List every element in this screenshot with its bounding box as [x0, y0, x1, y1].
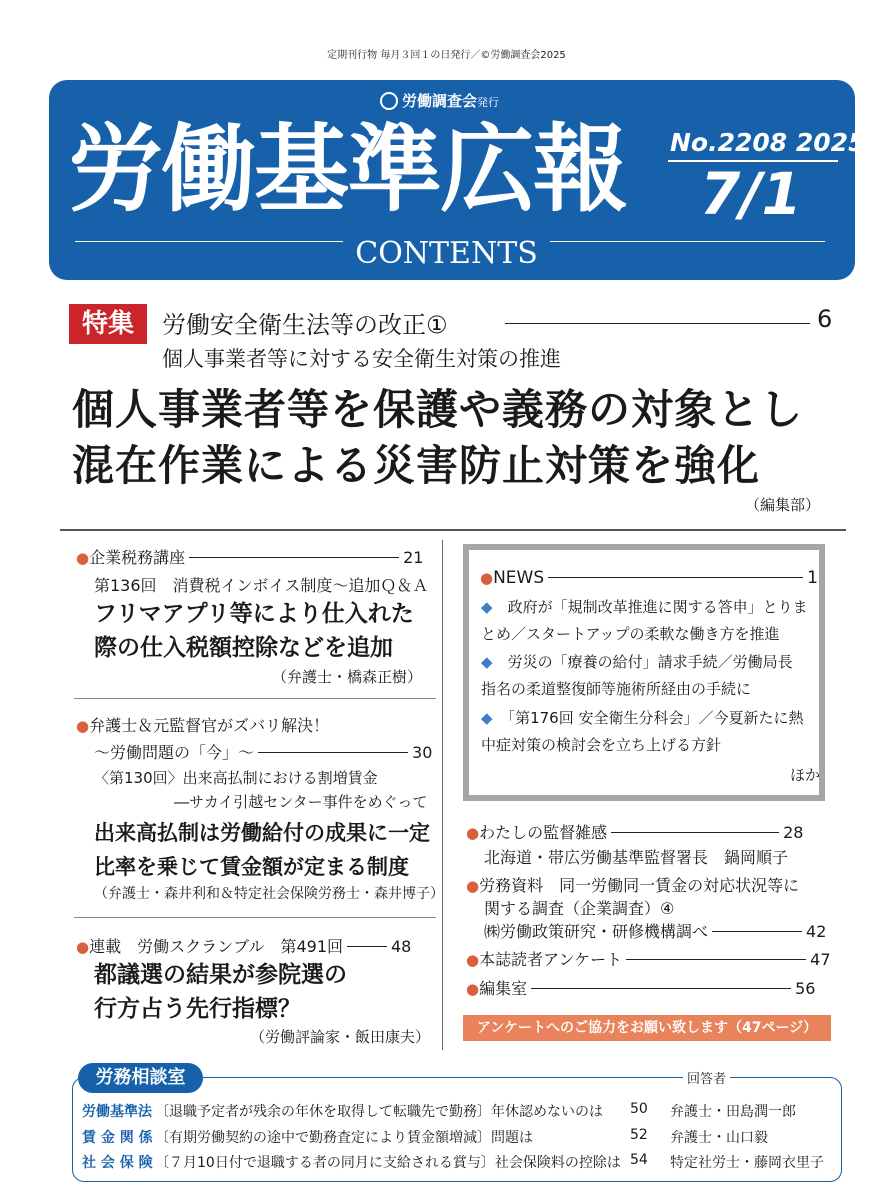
section-sub: 北海道・帯広労働基準監督署長 鍋岡順子: [484, 848, 789, 867]
news-text: 労災の「療養の給付」請求手続／労働局長: [507, 653, 793, 671]
publisher-logo-icon: [380, 92, 398, 110]
section-label: ～労働問題の「今」～: [94, 743, 255, 762]
section-label: ㈱労働政策研究・研修機構調べ: [484, 922, 709, 941]
leader-line: [531, 988, 791, 989]
leader-line: [189, 557, 399, 558]
page-number: 50: [630, 1101, 648, 1117]
consult-category: 労働基準法: [82, 1104, 152, 1120]
headline-line: 際の仕入税額控除などを追加: [94, 635, 393, 661]
consult-category: 社 会 保 険: [82, 1155, 153, 1171]
news-item[interactable]: [481, 594, 808, 648]
divider: [60, 529, 846, 531]
section-scramble[interactable]: [76, 934, 411, 957]
headline-line: フリマアプリ等により仕入れた: [94, 601, 414, 627]
page-number: 56: [795, 979, 816, 998]
article-credit: （労働評論家・飯田康夫）: [250, 1028, 431, 1046]
feature-badge: 特集: [69, 304, 147, 344]
diamond-icon: ◆: [481, 653, 493, 671]
section-label: 本誌読者アンケート: [479, 950, 623, 969]
news-item[interactable]: [481, 705, 803, 759]
consult-question: 〔７月10日付で退職する者の同月に支給される賞与〕社会保険料の控除は: [155, 1155, 621, 1171]
consultation-tag: 労務相談室: [78, 1063, 203, 1093]
consult-question: 〔退職予定者が残余の年休を取得して転職先で勤務〕年休認めないのは: [155, 1104, 603, 1120]
feature-headline[interactable]: [72, 382, 803, 494]
consult-row[interactable]: [82, 1127, 832, 1147]
article-headline[interactable]: [94, 597, 414, 665]
section-label: わたしの監督雑感: [479, 823, 608, 842]
news-more: ほか: [790, 766, 821, 784]
section-label: 編集室: [479, 979, 528, 998]
section-label: 弁護士＆元監督官がズバリ解決！: [89, 716, 330, 735]
magazine-title: 労働基準広報: [68, 115, 627, 225]
bullet-icon: ●: [76, 717, 90, 735]
section-lawyer[interactable]: [76, 713, 329, 736]
publisher-name: 労働調査会: [402, 92, 478, 110]
issue-date: 7/1: [700, 160, 802, 228]
diamond-icon: ◆: [481, 709, 493, 727]
bullet-icon: ●: [466, 980, 480, 998]
contents-label: CONTENTS: [0, 236, 893, 271]
bullet-icon: ●: [466, 824, 480, 842]
news-label: NEWS: [493, 568, 545, 588]
leader-line: [258, 752, 408, 753]
section-column[interactable]: [466, 820, 803, 843]
article-sub: ―サカイ引越センター事件をめぐって: [174, 793, 428, 811]
column-divider: [442, 540, 443, 1050]
page-number: 47: [810, 950, 831, 969]
news-text: 「第176回 安全衛生分科会」／今夏新たに熱: [507, 709, 804, 727]
feature-credit: （編集部）: [745, 496, 821, 514]
survey-banner[interactable]: アンケートへのご協力をお願い致します（47ページ）: [463, 1015, 831, 1041]
diamond-icon: ◆: [481, 598, 493, 616]
section-lawyer-line2: [94, 740, 432, 763]
respondent-label: 回答者: [683, 1068, 730, 1087]
page-number: 21: [403, 548, 424, 567]
consult-row[interactable]: [82, 1152, 832, 1172]
news-text: とめ／スタートアップの柔軟な働き方を推進: [481, 625, 780, 643]
bullet-icon: ●: [466, 951, 480, 969]
section-label: 連載 労働スクランブル 第491回: [89, 937, 343, 956]
consult-category: 賃 金 関 係: [82, 1130, 153, 1146]
leader-line: [712, 931, 802, 932]
news-text: 政府が「規制改革推進に関する答申」とりま: [507, 598, 808, 616]
consult-answerer: 特定社労士・藤岡衣里子: [670, 1155, 824, 1171]
section-editorial[interactable]: [466, 976, 815, 999]
page-number: 48: [391, 937, 412, 956]
headline-line: 比率を乗じて賃金額が定まる制度: [94, 855, 409, 879]
page-number: 30: [412, 743, 433, 762]
feature-title[interactable]: 労働安全衛生法等の改正①: [162, 311, 448, 339]
section-survey[interactable]: [466, 947, 831, 970]
bullet-icon: ●: [76, 549, 90, 567]
page-number: 1: [807, 568, 818, 588]
section-label: 企業税務講座: [89, 548, 186, 567]
article-sub: 〈第130回〉出来高払制における割増賃金: [94, 769, 378, 787]
article-headline[interactable]: [94, 816, 430, 884]
news-header[interactable]: [480, 568, 818, 588]
headline-line-1: 個人事業者等を保護や義務の対象とし: [72, 385, 804, 434]
consult-question: 〔有期労働契約の途中で勤務査定により賃金額増減〕問題は: [155, 1130, 533, 1146]
issue-number: No.2208 2025: [670, 128, 866, 157]
section-label: 労務資料 同一労働同一賃金の対応状況等に: [479, 876, 800, 895]
page-number: 52: [630, 1127, 648, 1143]
leader-line: [611, 832, 779, 833]
bullet-icon: ●: [480, 569, 494, 587]
section-material-line2: 関する調査（企業調査）④: [484, 899, 675, 918]
article-sub: 第136回 消費税インボイス制度～追加Ｑ＆Ａ: [94, 576, 429, 595]
publisher: [380, 90, 499, 111]
publication-info: 定期刊行物 毎月３回１の日発行／©労働調査会2025: [327, 50, 566, 61]
headline-line: 都議選の結果が参院選の: [94, 962, 347, 988]
consult-row[interactable]: [82, 1101, 832, 1121]
leader-line: [548, 577, 803, 578]
separator: [74, 917, 436, 918]
separator: [74, 698, 436, 699]
page-number: 28: [783, 823, 804, 842]
news-text: 中症対策の検討会を立ち上げる方針: [481, 736, 722, 754]
article-credit: （弁護士・橋森正樹）: [272, 668, 423, 686]
article-credit: （弁護士・森井利和＆特定社会保険労務士・森井博子）: [94, 886, 444, 902]
page-number: 42: [806, 922, 827, 941]
bullet-icon: ●: [76, 938, 90, 956]
publisher-suffix: 発行: [477, 96, 500, 109]
news-item[interactable]: [481, 649, 793, 703]
leader-line: [347, 946, 387, 947]
leader-line: [626, 959, 806, 960]
headline-line: 出来高払制は労働給付の成果に一定: [94, 821, 430, 845]
feature-page: 6: [817, 305, 833, 333]
article-headline[interactable]: [94, 958, 347, 1026]
news-text: 指名の柔道整復師等施術所経由の手続に: [481, 680, 752, 698]
headline-line-2: 混在作業による災害防止対策を強化: [72, 441, 761, 490]
section-material[interactable]: [466, 873, 799, 896]
consult-answerer: 弁護士・山口毅: [670, 1130, 768, 1146]
page-number: 54: [630, 1152, 648, 1168]
headline-line: 行方占う先行指標？: [94, 996, 301, 1022]
section-tax[interactable]: [76, 545, 423, 568]
section-material-line3: [484, 919, 826, 942]
feature-subtitle: 個人事業者等に対する安全衛生対策の推進: [162, 347, 561, 371]
consult-answerer: 弁護士・田島潤一郎: [670, 1104, 796, 1120]
leader-line: [505, 323, 810, 324]
bullet-icon: ●: [466, 877, 480, 895]
